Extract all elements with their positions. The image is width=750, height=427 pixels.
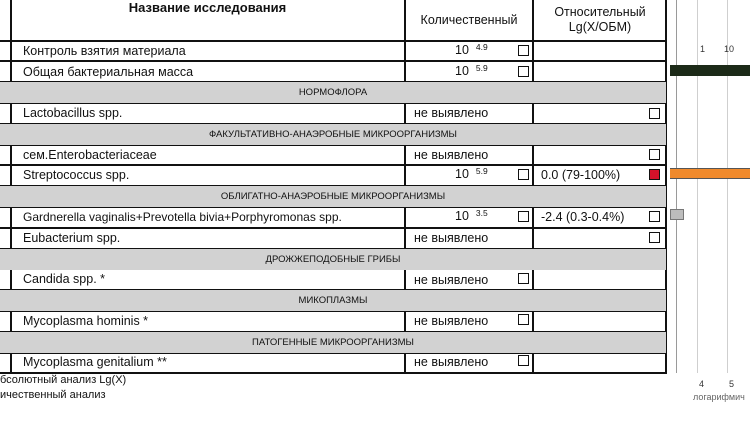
- column-header-relative-line1: Относительный: [554, 5, 646, 19]
- quant-value: не выявлено: [414, 273, 489, 287]
- row-name: Candida spp. *: [23, 272, 106, 286]
- row-name: Контроль взятия материала: [23, 44, 186, 58]
- quant-base: 10: [455, 209, 469, 223]
- chart-gridline: [697, 0, 698, 373]
- quant-checkbox[interactable]: [518, 66, 529, 77]
- relative-value: 0.0 (79-100%): [541, 168, 621, 182]
- row-name: Streptococcus spp.: [23, 168, 130, 182]
- quant-checkbox[interactable]: [518, 45, 529, 56]
- chart-bar-gardnerella: [670, 209, 684, 220]
- section-header-pathogenic: ПАТОГЕННЫЕ МИКРООРГАНИЗМЫ: [0, 332, 666, 353]
- chart-bar-streptococcus: [670, 168, 750, 179]
- chart-bottom-tick-5: 5: [729, 379, 735, 389]
- row-name: Gardnerella vaginalis+Prevotella bivia+Porphyromonas spp.: [23, 210, 342, 224]
- chart-top-tick-1: 1: [700, 44, 706, 54]
- quant-value: не выявлено: [414, 106, 489, 120]
- quant-exponent: 4.9: [475, 42, 488, 52]
- row-name: Mycoplasma genitalium **: [23, 355, 167, 369]
- row-name: Общая бактериальная масса: [23, 65, 194, 79]
- footer-legend-quant: ичественный анализ: [0, 389, 106, 401]
- relative-checkbox[interactable]: [649, 149, 660, 160]
- chart-top-tick-2: 10: [724, 44, 735, 54]
- chart-bar-total: [670, 65, 750, 76]
- column-header-quant: [406, 0, 532, 40]
- column-header-relative: [534, 0, 666, 40]
- quant-base: 10: [455, 43, 469, 57]
- quant-exponent: 5.9: [475, 63, 488, 73]
- chart-gridline: [727, 0, 728, 373]
- section-header-obligate: ОБЛИГАТНО-АНАЭРОБНЫЕ МИКРООРГАНИЗМЫ: [0, 186, 666, 207]
- chart-bottom-tick-4: 4: [699, 379, 705, 389]
- chart-axis-label: логарифмич: [693, 392, 745, 402]
- quant-checkbox[interactable]: [518, 355, 529, 366]
- quant-exponent: 3.5: [475, 208, 488, 218]
- quant-value: [455, 61, 488, 81]
- quant-value: не выявлено: [414, 314, 489, 328]
- quant-value: не выявлено: [414, 148, 489, 162]
- quant-value: [455, 40, 488, 60]
- quant-value: не выявлено: [414, 355, 489, 369]
- quant-value: [455, 206, 488, 226]
- relative-checkbox[interactable]: [649, 108, 660, 119]
- section-header-fungi: ДРОЖЖЕПОДОБНЫЕ ГРИБЫ: [0, 249, 666, 270]
- section-header-facultative: ФАКУЛЬТАТИВНО-АНАЭРОБНЫЕ МИКРООРГАНИЗМЫ: [0, 124, 666, 145]
- quant-checkbox[interactable]: [518, 211, 529, 222]
- chart-axis-line: [676, 0, 677, 373]
- row-name: сем.Enterobacteriaceae: [23, 148, 157, 162]
- row-name: Lactobacillus spp.: [23, 106, 123, 120]
- row-name: Eubacterium spp.: [23, 231, 121, 245]
- column-header-quant-label: Количественный: [420, 12, 518, 27]
- relative-value: -2.4 (0.3-0.4%): [541, 210, 625, 224]
- relative-checkbox[interactable]: [649, 232, 660, 243]
- column-header-relative-line2: Lg(X/ОБМ): [568, 20, 632, 34]
- section-header-mycoplasma: МИКОПЛАЗМЫ: [0, 290, 666, 311]
- quant-base: 10: [455, 167, 469, 181]
- footer-legend-absolute: бсолютный анализ Lg(X): [0, 374, 127, 386]
- relative-flag-checkbox[interactable]: [649, 169, 660, 180]
- quant-value: [455, 164, 488, 184]
- quant-base: 10: [455, 64, 469, 78]
- quant-checkbox[interactable]: [518, 169, 529, 180]
- section-header-normoflora: НОРМОФЛОРА: [0, 82, 666, 103]
- table-title-name: Название исследования: [128, 0, 287, 15]
- quant-value: не выявлено: [414, 231, 489, 245]
- quant-checkbox[interactable]: [518, 314, 529, 325]
- quant-exponent: 5.9: [475, 166, 488, 176]
- row-name: Mycoplasma hominis *: [23, 314, 149, 328]
- quant-checkbox[interactable]: [518, 273, 529, 284]
- relative-checkbox[interactable]: [649, 211, 660, 222]
